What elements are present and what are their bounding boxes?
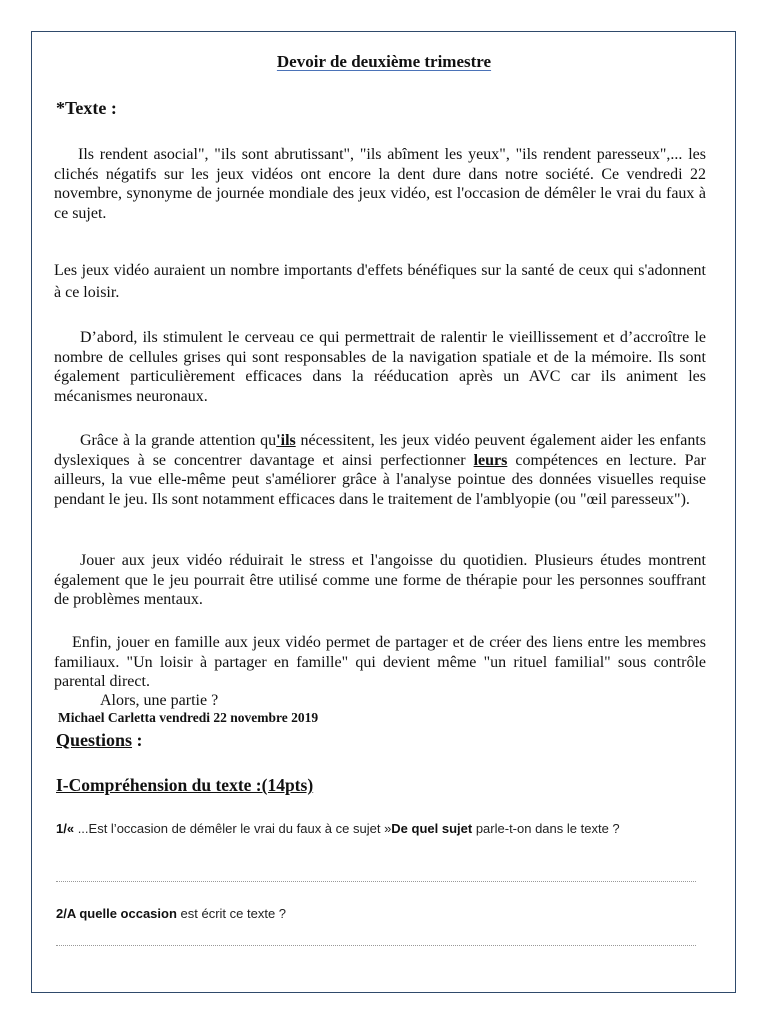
questions-heading bbox=[56, 730, 143, 751]
questions-heading-colon: : bbox=[132, 730, 143, 750]
question-2-rest: est écrit ce texte ? bbox=[176, 906, 287, 921]
texte-heading: *Texte : bbox=[56, 98, 117, 118]
paragraph-5: Jouer aux jeux vidéo réduirait le stress et l'angoisse du quotidien. Plusieurs études montrent également que le jeu pourrait être utilisé comme une forme de thérapie pour les personnes souffrant de problèmes mentaux. bbox=[54, 552, 706, 608]
answer-line-2[interactable] bbox=[56, 944, 696, 946]
question-1-number: 1/« bbox=[56, 821, 75, 836]
paragraph-3: D’abord, ils stimulent le cerveau ce qui permettrait de ralentir le vieillissement et d’accroître le nombre de cellules grises qui sont responsables de la navigation spatiale et de la mémoire. Ils sont également particulièrement efficaces dans la rééducation après un AVC car ils animent les mécanismes neuronaux. bbox=[54, 329, 706, 405]
paragraph-4 bbox=[54, 431, 706, 509]
questions-heading-word: Questions bbox=[56, 730, 133, 750]
paragraph-2: Les jeux vidéo auraient un nombre importants d'effets bénéfiques sur la santé de ceux qui s'adonnent à ce loisir. bbox=[54, 262, 706, 301]
question-1 bbox=[56, 819, 696, 839]
question-1-bold: De quel sujet bbox=[391, 821, 473, 836]
answer-line-1[interactable] bbox=[56, 880, 696, 882]
closing-line: Alors, une partie ? bbox=[100, 692, 219, 709]
paragraph-4-part3: compétences en lecture. Par ailleurs, la vue elle-même peut s'améliorer grâce à l'analyse pointue des données visuelles requise pendant le jeu. Ils sont notamment efficaces dans le traitement de l'amblyopie (ou "œil paresseux"). bbox=[54, 451, 707, 508]
question-2 bbox=[56, 904, 696, 924]
paragraph-6: Enfin, jouer en famille aux jeux vidéo permet de partager et de créer des liens entre les membres familiaux. "Un loisir à partager en famille" qui devient même "un rituel familial" sous contrôle parental direct. bbox=[54, 634, 706, 690]
paragraph-4-part1: Grâce à la grande attention qu bbox=[80, 432, 277, 449]
section-heading-comprehension: I-Compréhension du texte :(14pts) bbox=[56, 775, 314, 795]
underlined-leurs: leurs bbox=[473, 451, 508, 469]
signature: Michael Carletta vendredi 22 novembre 2019 bbox=[58, 710, 319, 725]
question-1-rest: parle-t-on dans le texte ? bbox=[472, 821, 620, 836]
question-2-bold: 2/A quelle occasion bbox=[56, 906, 177, 921]
paragraph-1: Ils rendent asocial", "ils sont abrutissant", "ils abîment les yeux", "ils rendent paresseux",... les clichés négatifs sur les jeux vidéos ont encore la dent dure dans notre société. Ce vendredi 22 novembre, synonyme de journée mondiale des jeux vidéo, est l'occasion de démêler le vrai du faux à ce sujet. bbox=[54, 146, 706, 222]
paragraph-4-part2: nécessitent, les jeux vidéo peuvent également aider les enfants dyslexiques à se concentrer davantage et ainsi perfectionner bbox=[54, 432, 707, 469]
question-1-quote: ...Est l’occasion de démêler le vrai du faux à ce sujet » bbox=[74, 821, 392, 836]
document-title: Devoir de deuxième trimestre bbox=[276, 52, 492, 71]
underlined-ils: 'ils bbox=[276, 432, 296, 449]
